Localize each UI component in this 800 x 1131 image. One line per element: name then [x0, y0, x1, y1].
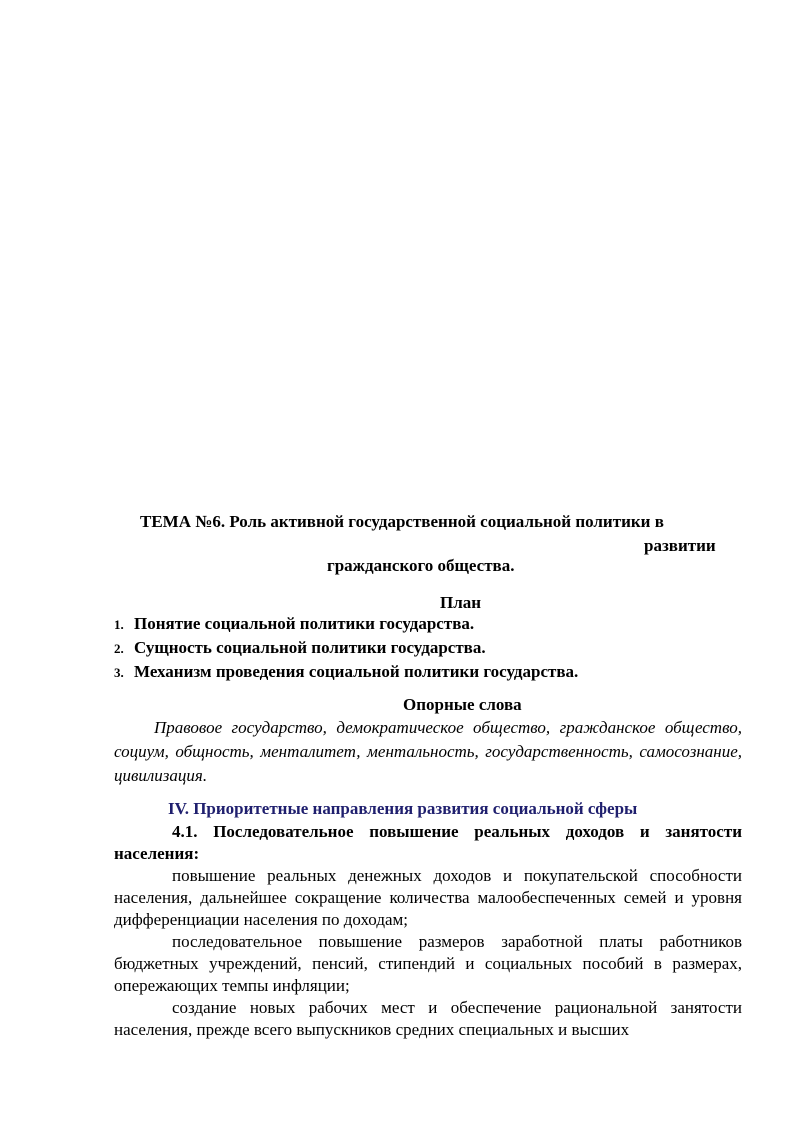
body-paragraph: повышение реальных денежных доходов и покупательской способности населения, дальнейшее сокращение количества малообеспеченных семей и уровня дифференциации населения по доходам; — [114, 866, 742, 929]
section-subheading: 4.1. Последовательное повышение реальных доходов и занятости населения: — [114, 822, 742, 863]
keywords-text: Правовое государство, демократическое общество, гражданское общество, социум, общность, менталитет, ментальность, государственность, самосознание, цивилизация. — [114, 718, 742, 785]
plan-list — [114, 612, 578, 684]
topic-title-line-2: развитии — [644, 536, 716, 555]
plan-item — [114, 660, 578, 684]
keywords-heading: Опорные слова — [403, 695, 522, 714]
plan-item-number: 2. — [114, 641, 124, 656]
body-paragraph: последовательное повышение размеров заработной платы работников бюджетных учреждений, пенсий, стипендий и социальных пособий в размерах, опережающих темпы инфляции; — [114, 932, 742, 995]
plan-item-number: 1. — [114, 617, 124, 632]
plan-item-text: Понятие социальной политики государства. — [134, 614, 475, 633]
topic-title-line-3: гражданского общества. — [327, 556, 515, 575]
plan-item — [114, 612, 578, 636]
plan-item-text: Сущность социальной политики государства. — [134, 638, 486, 657]
section-heading: IV. Приоритетные направления развития социальной сферы — [168, 799, 638, 818]
plan-heading: План — [440, 593, 482, 612]
plan-item-text: Механизм проведения социальной политики государства. — [134, 662, 579, 681]
body-paragraph: создание новых рабочих мест и обеспечение рациональной занятости населения, прежде всего выпускников средних специальных и высших — [114, 998, 742, 1039]
plan-item-number: 3. — [114, 665, 124, 680]
topic-title-line-1: ТЕМА №6. Роль активной государственной социальной политики в — [140, 512, 664, 531]
plan-item — [114, 636, 578, 660]
